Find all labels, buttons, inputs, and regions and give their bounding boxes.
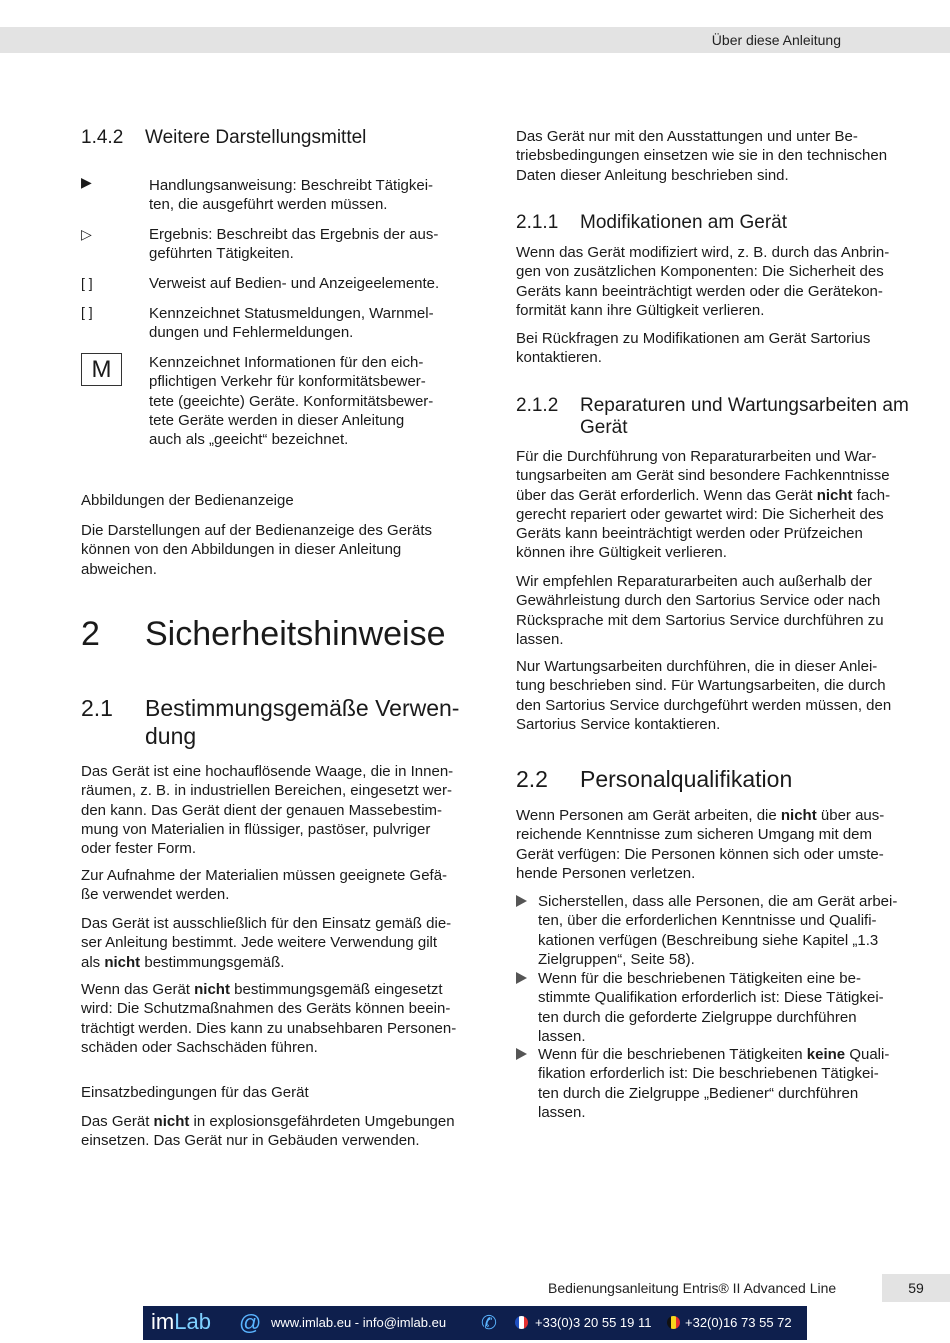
list-item: [516, 892, 916, 969]
section-number: 2.1: [81, 695, 113, 721]
paragraph: Das Gerät nicht in explosionsgefährdeten Umgebungen einsetzen. Das Gerät nur in Gebäuden verwenden.: [81, 1113, 455, 1150]
paragraph: Für die Durchführung von Reparaturarbeiten und War- tungsarbeiten am Gerät sind besondere Fachkenntnisse über das Gerät erforderlich. Wenn das Gerät nicht fach- gerecht repariert oder gewartet wird: Die Sicherheit des Geräts kann beeinträchtigt werden oder Prüfzeichen können ihre Gültigkeit verlieren.: [516, 448, 891, 562]
section-title: Modifikationen am Gerät: [580, 212, 787, 233]
chapter-title: Sicherheitshinweise: [145, 615, 446, 653]
emphasis-nicht: nicht: [104, 953, 141, 971]
paragraph: Das Gerät nur mit den Ausstattungen und unter Be- triebsbedingungen einsetzen wie sie in den technischen Daten dieser Anleitung beschrieben sind.: [516, 128, 888, 184]
paragraph: Bei Rückfragen zu Modifikationen am Gerät Sartorius kontaktieren.: [516, 330, 871, 367]
paragraph: Die Darstellungen auf der Bedienanzeige des Geräts können von den Abbildungen in dieser Anleitung abweichen.: [81, 522, 433, 578]
list-item: [516, 1045, 916, 1122]
section-title: Weitere Darstellungsmittel: [145, 127, 367, 148]
list-item: [516, 969, 916, 1046]
france-flag-icon: [515, 1316, 528, 1329]
paragraph: Wenn Personen am Gerät arbeiten, die nicht über aus- reichende Kenntnisse zum sicheren Umgang mit dem Gerät verfügen: Die Personen können sich oder umste- hende Personen verletzen.: [516, 807, 885, 882]
section-number: 2.1.1: [516, 212, 559, 233]
chapter-number: 2: [81, 615, 100, 653]
subheading-conditions: Einsatzbedingungen für das Gerät: [81, 1084, 309, 1101]
bullet-triangle-icon: [516, 1048, 527, 1060]
symbol-description: Kennzeichnet Informationen für den eich- pflichtigen Verkehr für konformitätsbewer- tete (geeichte) Geräte. Konformitätsbewer- tete Geräte werden in dieser Anleitung auch als „geeicht“ bezeichnet.: [149, 354, 434, 449]
emphasis-nicht: nicht: [153, 1113, 190, 1130]
section-number: 2.1.2: [516, 395, 559, 416]
paragraph: Zur Aufnahme der Materialien müssen geeignete Gefä- ße verwendet werden.: [81, 867, 448, 904]
emphasis-nicht: nicht: [816, 486, 853, 504]
bracket-symbol: [ ]: [81, 275, 93, 291]
emphasis-nicht: nicht: [780, 807, 817, 824]
page-header-bar: [0, 27, 950, 53]
header-section-title: Über diese Anleitung: [711, 32, 841, 48]
paragraph: Nur Wartungsarbeiten durchführen, die in dieser Anlei- tung beschrieben sind. Für Wartungsarbeiten, die durch den Sartorius Service durchgeführt werden müssen, den Sartorius Service kontaktieren.: [516, 658, 892, 733]
page-number: 59: [882, 1274, 950, 1302]
metrology-m-icon: M: [81, 353, 122, 386]
imlab-banner: [143, 1306, 807, 1340]
symbol-description: Handlungsanweisung: Beschreibt Tätigkei- ten, die ausgeführt werden müssen.: [149, 177, 434, 214]
action-symbol: ▶: [81, 174, 92, 190]
bracket-symbol: [ ]: [81, 304, 93, 320]
paragraph: Wir empfehlen Reparaturarbeiten auch außerhalb der Gewährleistung durch den Sartorius Service oder nach Rücksprache mit dem Sartorius Service durchführen zu lassen.: [516, 573, 884, 648]
manual-title: Bedienungsanleitung Entris® II Advanced Line: [548, 1280, 837, 1296]
list-item-text: Sicherstellen, dass alle Personen, die am Gerät arbei- ten, über die erforderlichen Kenntnisse und Qualifi- kationen verfügen (Beschreibung siehe Kapitel „1.3 Zielgruppen“, Seite 58).: [538, 893, 898, 968]
result-symbol: ▷: [81, 226, 92, 242]
belgium-flag-icon: [667, 1316, 680, 1329]
section-number: 2.2: [516, 766, 548, 792]
symbol-description: Kennzeichnet Statusmeldungen, Warnmel- dungen und Fehlermeldungen.: [149, 305, 434, 342]
bullet-triangle-icon: [516, 895, 527, 907]
bullet-triangle-icon: [516, 972, 527, 984]
paragraph: Das Gerät ist eine hochauflösende Waage, die in Innen- räumen, z. B. in industriellen Bereichen, eingesetzt wer- den kann. Das Gerät dient der genauen Massebestim- mung von Materialien in flüssiger, pastöser, pulvriger oder fester Form.: [81, 763, 454, 858]
subheading-display-images: Abbildungen der Bedienanzeige: [81, 492, 294, 509]
paragraph: Wenn das Gerät modifiziert wird, z. B. durch das Anbrin- gen von zusätzlichen Komponenten: Die Sicherheit des Geräts kann beeinträchtigt werden oder die Gerätekon- formität kann ihre Gültigkeit verlieren.: [516, 244, 890, 319]
list-item-text: Wenn für die beschriebenen Tätigkeiten eine be- stimmte Qualifikation erforderlich ist: Diese Tätigkei- ten durch die geforderte Zielgruppe durchführen lassen.: [538, 970, 884, 1045]
paragraph: Wenn das Gerät nicht bestimmungsgemäß eingesetzt wird: Die Schutzmaßnahmen des Geräts können beein- trächtigt werden. Dies kann zu unabsehbaren Personen- schäden oder Sachschäden führen.: [81, 981, 457, 1056]
paragraph: Das Gerät ist ausschließlich für den Einsatz gemäß die- ser Anleitung bestimmt. Jede weitere Verwendung gilt als nicht bestimmungsgemäß.: [81, 915, 452, 971]
section-number: 1.4.2: [81, 127, 124, 148]
emphasis-keine: keine: [806, 1046, 846, 1063]
section-title: Bestimmungsgemäße Verwen- dung: [145, 695, 460, 749]
section-title: Personalqualifikation: [580, 766, 793, 792]
imlab-logo: imLab: [151, 1309, 211, 1334]
at-icon: @: [239, 1310, 262, 1335]
list-item-text: Wenn für die beschriebenen Tätigkeiten keine Quali- fikation erforderlich ist: Die beschriebenen Tätigkei- ten durch die Zielgruppe „Bediener“ durchführen lassen.: [538, 1046, 890, 1121]
emphasis-nicht: nicht: [194, 981, 230, 998]
phone-icon: ✆: [481, 1313, 497, 1334]
symbol-description: Ergebnis: Beschreibt das Ergebnis der aus- geführten Tätigkeiten.: [149, 226, 439, 263]
symbol-description: Verweist auf Bedien- und Anzeigeelemente.: [149, 275, 440, 292]
phone-france[interactable]: +33(0)3 20 55 19 11: [535, 1315, 652, 1330]
section-title: Reparaturen und Wartungsarbeiten am Gerät: [580, 395, 909, 438]
phone-belgium[interactable]: +32(0)16 73 55 72: [685, 1315, 792, 1330]
banner-web-email[interactable]: www.imlab.eu - info@imlab.eu: [271, 1315, 447, 1330]
